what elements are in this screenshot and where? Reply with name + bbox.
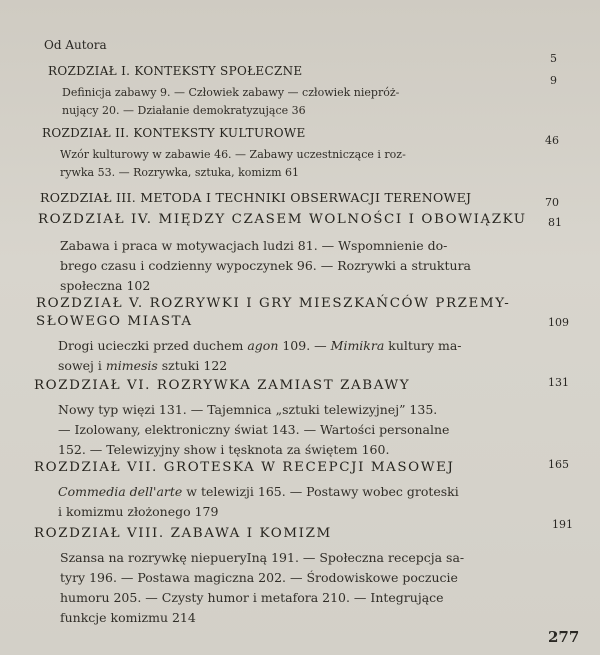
summary-line: Nowy typ więzi 131. — Tajemnica „sztuki telewizyjnej” 135. (58, 402, 438, 417)
summary-line: humoru 205. — Czysty humor i metafora 210. — Integrujące (60, 590, 444, 605)
summary-line: — Izolowany, elektroniczny świat 143. — Wartości personalne (58, 422, 450, 437)
chapter-title: ROZDZIAŁ IV. MIĘDZY CZASEM WOLNOŚCI I OBOWIĄZKU (38, 212, 527, 227)
summary-line: sowej i mimesis sztuki 122 (58, 358, 228, 373)
intro-entry (44, 38, 107, 52)
summary-line: brego czasu i codzienny wypoczynek 96. — Rozrywki a struktura (60, 258, 471, 273)
summary-line: rywka 53. — Rozrywka, sztuka, komizm 61 (60, 166, 300, 179)
chapter-title-continued: SŁOWEGO MIASTA (36, 314, 193, 329)
summary-line: Definicja zabawy 9. — Człowiek zabawy — człowiek niepróż- (62, 86, 400, 99)
chapter-title: ROZDZIAŁ VII. GROTESKA W RECEPCJI MASOWEJ (34, 460, 455, 475)
chapter-title: ROZDZIAŁ II. KONTEKSTY KULTUROWE (42, 126, 306, 140)
chapter-page-number: 109 (548, 316, 569, 329)
chapter-page-number: 191 (552, 518, 573, 531)
chapter-page-number: 70 (545, 196, 559, 209)
summary-line: Commedia dell'arte w telewizji 165. — Postawy wobec groteski (58, 484, 459, 499)
chapter-title: ROZDZIAŁ VI. ROZRYWKA ZAMIAST ZABAWY (34, 378, 411, 393)
page-folio-number: 277 (548, 628, 580, 646)
summary-line: Drogi ucieczki przed duchem agon 109. — Mimikra kultury ma- (58, 338, 462, 353)
chapter-title: ROZDZIAŁ III. METODA I TECHNIKI OBSERWACJI TERENOWEJ (40, 190, 472, 205)
chapter-page-number: 165 (548, 458, 569, 471)
summary-line: 152. — Telewizyjny show i tęsknota za świętem 160. (58, 442, 390, 457)
chapter-page-number: 131 (548, 376, 569, 389)
chapter-title: ROZDZIAŁ V. ROZRYWKI I GRY MIESZKAŃCÓW PRZEMY- (36, 296, 511, 311)
chapter-title: ROZDZIAŁ VIII. ZABAWA I KOMIZM (34, 526, 332, 541)
chapter-page-number: 9 (550, 74, 557, 87)
chapter-page-number: 46 (545, 134, 559, 147)
summary-line: tyry 196. — Postawa magiczna 202. — Środowiskowe poczucie (60, 570, 458, 585)
chapter-page-number: 81 (548, 216, 562, 229)
summary-line: Szansa na rozrywkę niepueryIną 191. — Społeczna recepcja sa- (60, 550, 465, 565)
summary-line: nujący 20. — Działanie demokratyzujące 36 (62, 104, 306, 117)
intro-page-number: 5 (550, 52, 557, 65)
chapter-title: ROZDZIAŁ I. KONTEKSTY SPOŁECZNE (48, 64, 303, 78)
summary-line: społeczna 102 (60, 278, 151, 293)
summary-line: Wzór kulturowy w zabawie 46. — Zabawy uczestniczące i roz- (60, 148, 406, 161)
summary-line: Zabawa i praca w motywacjach ludzi 81. — Wspomnienie do- (60, 238, 448, 253)
summary-line: funkcje komizmu 214 (60, 610, 196, 625)
summary-line: i komizmu złożonego 179 (58, 504, 219, 519)
intro-title: Od Autora (44, 38, 107, 52)
